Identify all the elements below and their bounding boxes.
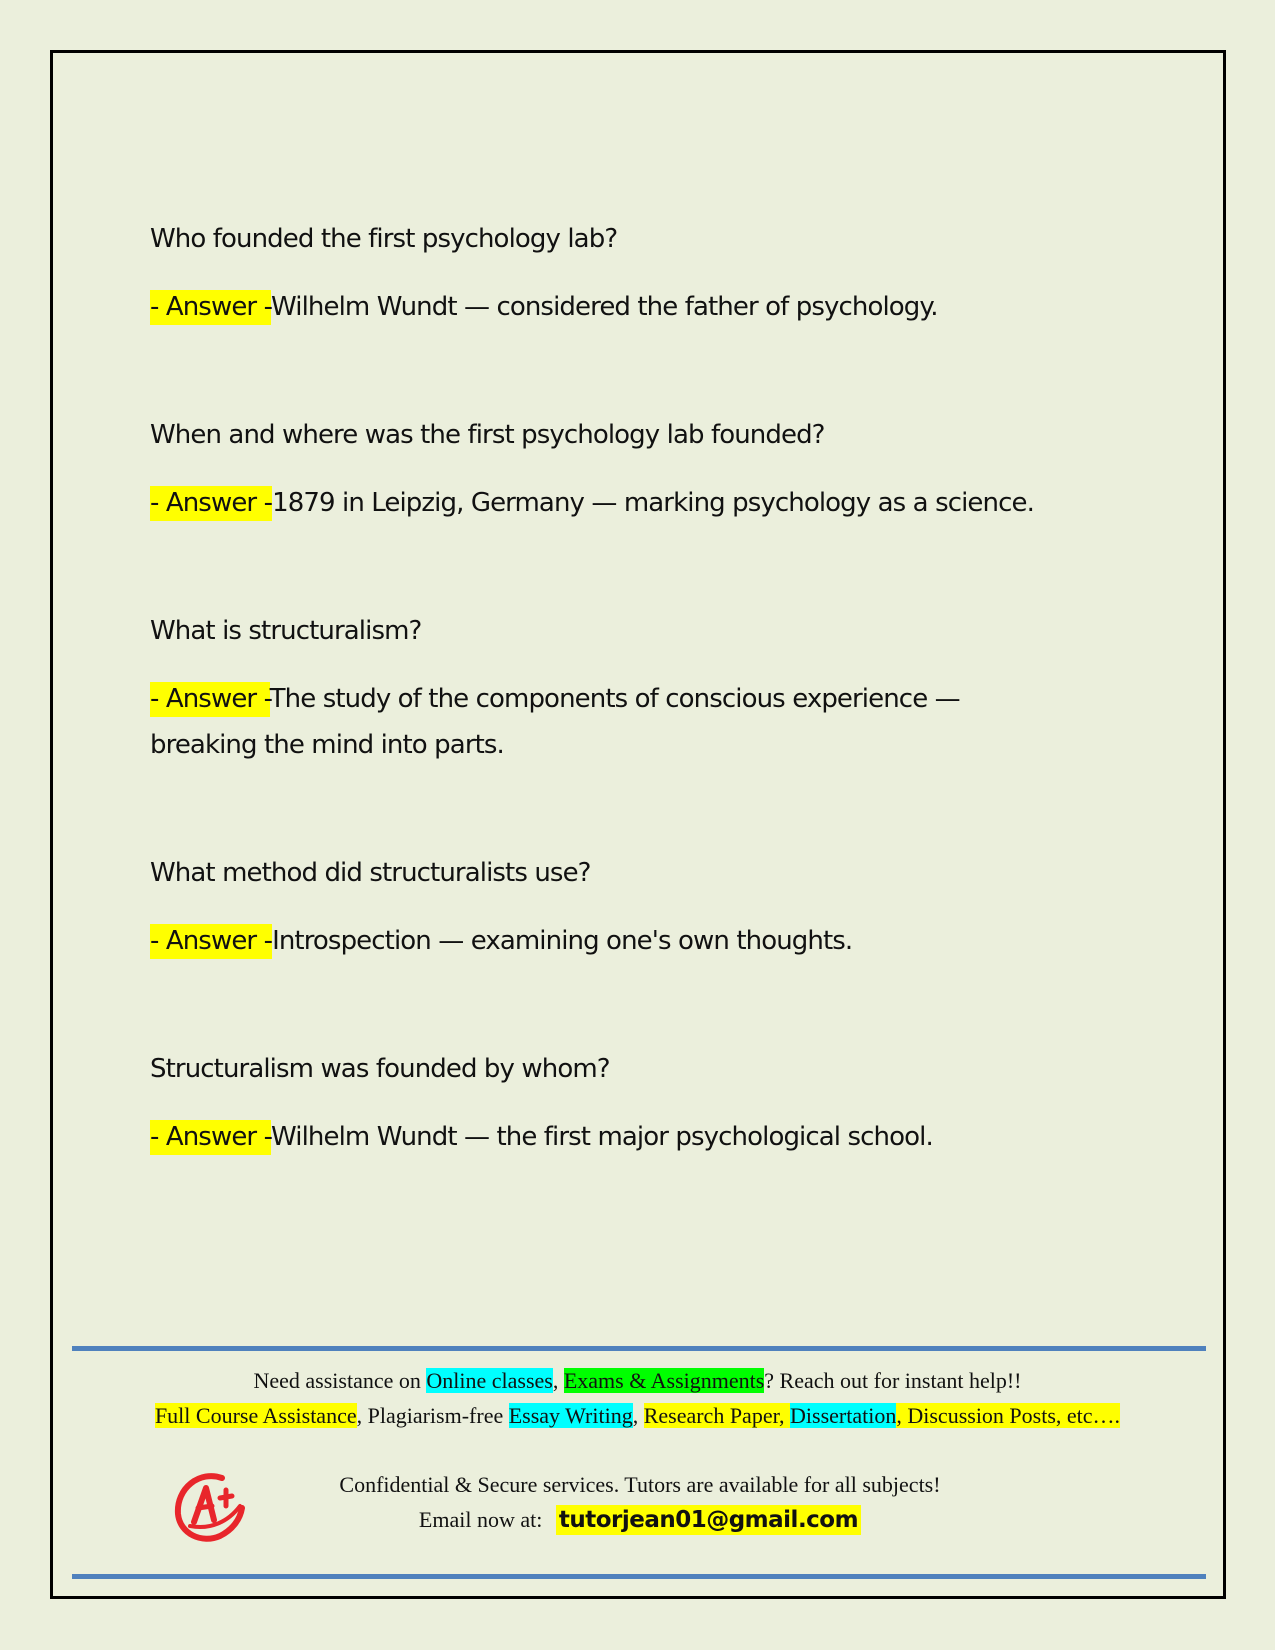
- answer-text: [150, 480, 1130, 526]
- qa-item-2: [150, 412, 1130, 526]
- highlight-full-course: Full Course Assistance: [154, 1403, 357, 1428]
- highlight-exams: Exams & Assignments: [563, 1368, 765, 1393]
- qa-section: [150, 216, 1130, 1160]
- highlight-discussion-posts: , Discussion Posts, etc….: [896, 1403, 1121, 1428]
- footer-contact-line: Confidential & Secure services. Tutors are available for all subjects!: [339, 1472, 941, 1497]
- question-text: Who founded the first psychology lab?: [150, 224, 618, 254]
- footer-email-line: [290, 1503, 990, 1537]
- answer-label: - Answer -: [150, 924, 272, 959]
- footer-divider-top: [72, 1346, 1206, 1351]
- spacer: [150, 330, 1130, 412]
- footer-services-line-2: [60, 1399, 1215, 1433]
- qa-item-3: [150, 608, 1130, 768]
- spacer: [150, 768, 1130, 850]
- spacer: [150, 526, 1130, 608]
- footer-text: ,: [632, 1403, 644, 1428]
- answer-body: Wilhelm Wundt — considered the father of psychology.: [271, 292, 938, 322]
- answer-label: - Answer -: [150, 1120, 271, 1155]
- answer-body: Introspection — examining one's own thoughts.: [272, 926, 853, 956]
- highlight-research-paper: Research Paper,: [643, 1403, 791, 1428]
- spacer: [150, 964, 1130, 1046]
- question-text: What method did structuralists use?: [150, 858, 591, 888]
- answer-body: 1879 in Leipzig, Germany — marking psychology as a science.: [272, 488, 1034, 518]
- a-plus-grade-icon: [170, 1468, 250, 1548]
- answer-text: [150, 676, 1030, 768]
- footer-divider-bottom: [72, 1574, 1206, 1579]
- highlight-dissertation: Dissertation: [790, 1403, 897, 1428]
- email-link[interactable]: tutorjean01@gmail.com: [556, 1505, 861, 1535]
- footer-text: , Plagiarism-free: [356, 1403, 509, 1428]
- question-text: Structuralism was founded by whom?: [150, 1054, 610, 1084]
- question-text: When and where was the first psychology lab founded?: [150, 420, 825, 450]
- qa-item-1: [150, 216, 1130, 330]
- qa-item-5: [150, 1046, 1130, 1160]
- qa-item-4: [150, 850, 1130, 964]
- email-label: Email now at:: [418, 1507, 548, 1532]
- answer-text: [150, 1114, 1130, 1160]
- footer-text: ,: [552, 1368, 564, 1393]
- footer-text: Need assistance on: [253, 1368, 427, 1393]
- footer-services-line-1: [60, 1364, 1215, 1398]
- answer-text: [150, 284, 1130, 330]
- answer-text: [150, 918, 1130, 964]
- answer-label: - Answer -: [150, 682, 270, 717]
- question-text: What is structuralism?: [150, 616, 422, 646]
- answer-label: - Answer -: [150, 290, 271, 325]
- answer-body: Wilhelm Wundt — the first major psychological school.: [271, 1122, 933, 1152]
- answer-body: The study of the components of conscious experience — breaking the mind into parts.: [150, 684, 960, 760]
- highlight-online-classes: Online classes: [426, 1368, 553, 1393]
- footer-text: ? Reach out for instant help!!: [764, 1368, 1022, 1393]
- highlight-essay-writing: Essay Writing: [508, 1403, 633, 1428]
- answer-label: - Answer -: [150, 486, 272, 521]
